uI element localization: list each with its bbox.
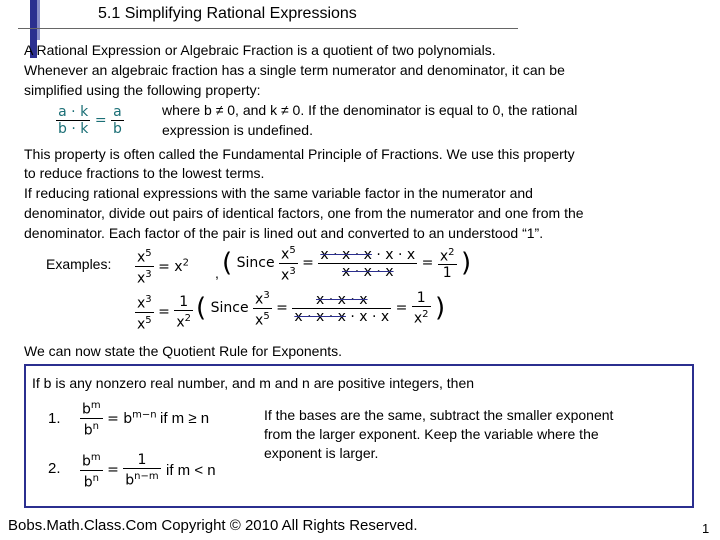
example-2-formula: $\frac{x^3}{x^5}$ = $\frac{1}{x^2}$ xyxy=(137,293,191,333)
intro-line-1: A Rational Expression or Algebraic Fraction is a quotient of two polynomials. xyxy=(24,42,496,58)
fraction-property-formula: $\frac{a \cdot k}{b \cdot k}$ = $\frac{a}{b}$ xyxy=(58,104,122,137)
example-1-formula: $\frac{x^5}{x^3}$ = $x^2$ xyxy=(137,248,189,287)
page-number: 1 xyxy=(702,521,710,536)
intro-line-3: simplified using the following property: xyxy=(24,82,261,98)
rule-2-formula: $\frac{b^m}{b^n}$ = $\frac{1}{b^{n-m}}$ xyxy=(82,451,159,491)
rule-2-number: 2. xyxy=(48,460,61,477)
footer-copyright: Bobs.Math.Class.Com Copyright © 2010 All Rights Reserved. xyxy=(8,517,418,534)
rule-2-condition: if m < n xyxy=(166,462,216,479)
intro-line-2: Whenever an algebraic fraction has a single term numerator and denominator, it can be xyxy=(24,62,565,78)
page-title: 5.1 Simplifying Rational Expressions xyxy=(98,5,357,22)
rule-1-number: 1. xyxy=(48,410,61,427)
example-2-explanation: ( Since $\frac{x^3}{x^5}$ = $\frac{x \cdot x \cdot x}{x \cdot x \cdot x \cdot x \cdot x}$ = $\frac{1}{x^2}$ ) xyxy=(196,289,446,329)
since-label-2: Since xyxy=(210,300,249,317)
property-condition-2: expression is undefined. xyxy=(162,122,313,138)
example-1-comma: , xyxy=(215,265,219,281)
since-label: Since xyxy=(236,255,275,272)
quotient-rule-intro: We can now state the Quotient Rule for Exponents. xyxy=(24,343,343,359)
example-1-explanation: ( Since $\frac{x^5}{x^3}$ = $\frac{x \cdot x \cdot x \cdot x \cdot x}{x \cdot x \cdot x}$ = $\frac{x^2}{1}$ ) xyxy=(222,245,472,284)
examples-label: Examples: xyxy=(46,256,112,272)
reduce-line-1: If reducing rational expressions with the same variable factor in the numerator and xyxy=(24,185,533,201)
reduce-line-2: denominator, divide out pairs of identical factors, one from the numerator and one from the xyxy=(24,205,584,221)
rule-intro: If b is any nonzero real number, and m and n are positive integers, then xyxy=(32,375,475,391)
rule-note-line-3: exponent is larger. xyxy=(264,445,379,461)
fundamental-line-2: to reduce fractions to the lowest terms. xyxy=(24,165,265,181)
title-accent-bar-light xyxy=(37,0,40,40)
title-underline xyxy=(18,28,518,29)
property-condition-1: where b ≠ 0, and k ≠ 0. If the denominator is equal to 0, the rational xyxy=(162,102,578,118)
rule-1-condition: if m ≥ n xyxy=(160,410,210,427)
reduce-line-3: denominator. Each factor of the pair is lined out and converted to an understood “1”. xyxy=(24,225,544,241)
rule-note-line-2: from the larger exponent. Keep the variable where the xyxy=(264,426,599,442)
rule-note-line-1: If the bases are the same, subtract the smaller exponent xyxy=(264,407,614,423)
fundamental-line-1: This property is often called the Fundamental Principle of Fractions. We use this property xyxy=(24,146,575,162)
rule-1-formula: $\frac{b^m}{b^n}$ = $b^{m-n}$ xyxy=(82,400,157,439)
